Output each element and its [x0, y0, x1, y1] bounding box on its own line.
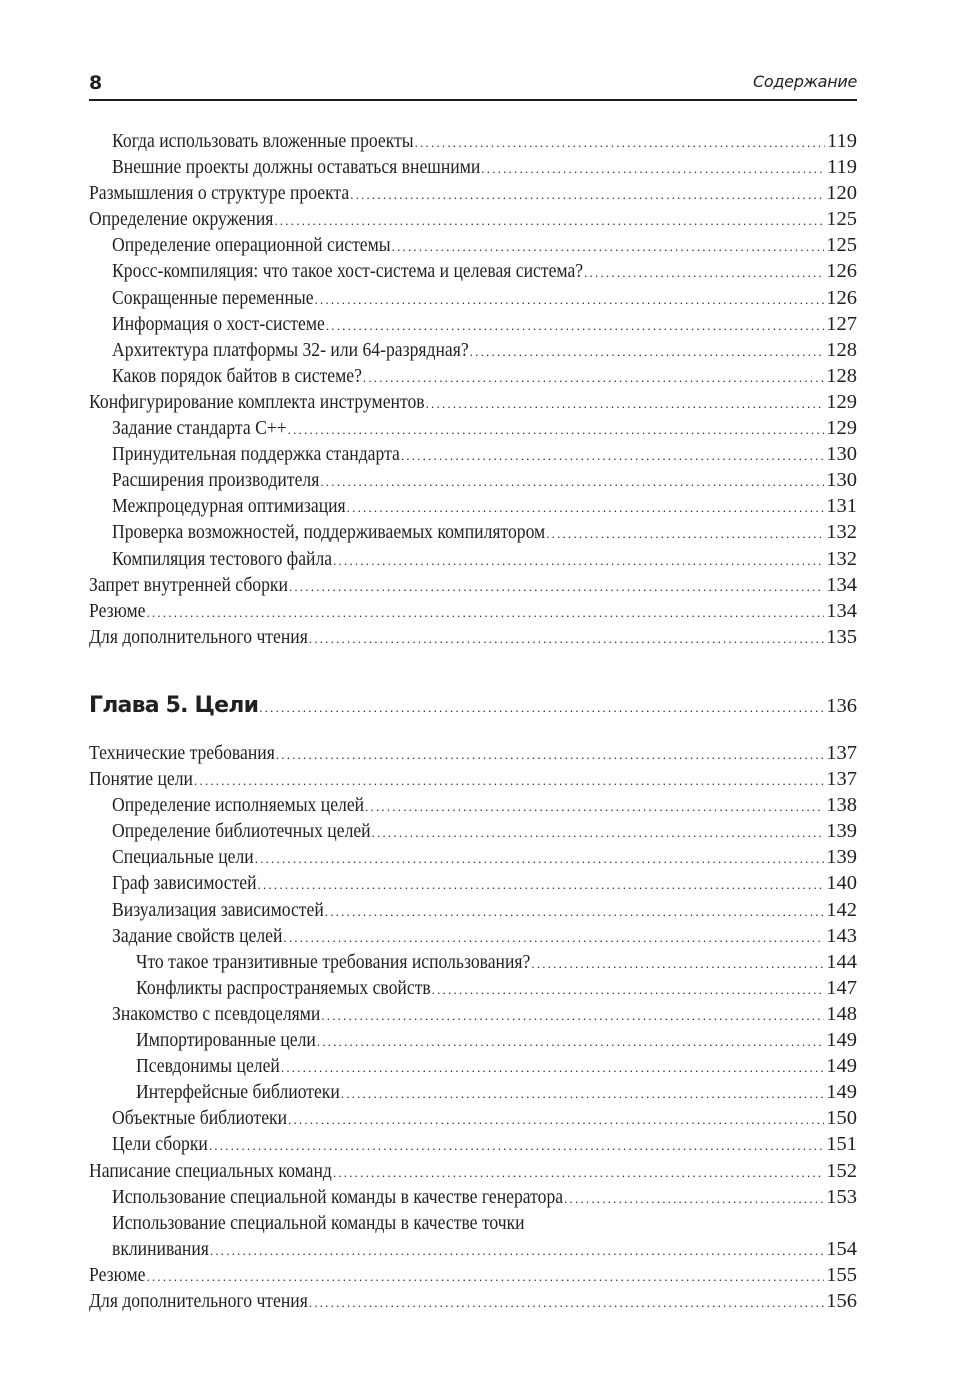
- page-ref: 128: [826, 364, 857, 387]
- entry-title: Информация о хост-системе: [112, 312, 325, 335]
- toc-entry[interactable]: [89, 337, 857, 363]
- toc-entry[interactable]: [89, 1158, 857, 1184]
- dot-leader: [564, 1186, 824, 1212]
- toc-entry[interactable]: [89, 1105, 857, 1131]
- entry-title: Резюме: [89, 599, 146, 622]
- page-ref: 125: [826, 234, 857, 257]
- entry-title: Для дополнительного чтения: [89, 625, 308, 648]
- dot-leader: [326, 313, 824, 339]
- entry-title: Цели сборки: [112, 1133, 208, 1156]
- entry-title: Сокращенные переменные: [112, 286, 314, 309]
- toc-entry[interactable]: [89, 363, 857, 389]
- entry-title: Проверка возможностей, поддерживаемых компилятором: [112, 521, 546, 544]
- chapter-title: Глава 5. Цели: [89, 693, 259, 718]
- dot-leader: [325, 899, 824, 925]
- page-ref: 126: [826, 260, 857, 283]
- page-ref: 135: [826, 625, 857, 648]
- page-ref: 151: [826, 1133, 857, 1156]
- entry-title: Определение библиотечных целей: [112, 820, 371, 843]
- toc-entry[interactable]: [89, 154, 857, 180]
- page-ref: 139: [826, 820, 857, 843]
- dot-leader: [317, 1029, 824, 1055]
- toc-entry[interactable]: [89, 766, 857, 792]
- toc-entry[interactable]: [89, 1131, 857, 1157]
- toc-entry[interactable]: [89, 870, 857, 896]
- toc-entry[interactable]: [89, 598, 857, 624]
- entry-title: Написание специальных команд: [89, 1159, 332, 1182]
- entry-title: Принудительная поддержка стандарта: [112, 443, 400, 466]
- page-ref: 147: [826, 976, 857, 999]
- entry-title: вклинивания: [112, 1237, 209, 1260]
- dot-leader: [470, 339, 825, 365]
- toc-entry[interactable]: [89, 128, 857, 154]
- page-ref: 155: [826, 1263, 857, 1286]
- entry-title: Интерфейсные библиотеки: [136, 1081, 340, 1104]
- page-ref: 129: [826, 417, 857, 440]
- page-ref: 136: [826, 695, 857, 717]
- entry-title: Резюме: [89, 1263, 146, 1286]
- toc-entry[interactable]: [89, 467, 857, 493]
- toc-entry[interactable]: [89, 818, 857, 844]
- entry-title: Расширения производителя: [112, 469, 320, 492]
- toc-entry[interactable]: [89, 949, 857, 975]
- dot-leader: [210, 1238, 824, 1264]
- dot-leader: [426, 391, 825, 417]
- dot-leader: [315, 287, 825, 313]
- dot-leader: [283, 925, 824, 951]
- toc-entry[interactable]: [89, 844, 857, 870]
- toc-entry[interactable]: [89, 897, 857, 923]
- dot-leader: [584, 260, 824, 286]
- dot-leader: [274, 208, 824, 234]
- toc-entry[interactable]: [89, 311, 857, 337]
- dot-leader: [341, 1081, 824, 1107]
- running-title: Содержание: [753, 72, 857, 91]
- page-ref: 125: [826, 208, 857, 231]
- toc-entry[interactable]: [89, 206, 857, 232]
- dot-leader: [350, 182, 824, 208]
- dot-leader: [372, 820, 825, 846]
- dot-leader: [255, 846, 825, 872]
- toc-entry[interactable]: [89, 389, 857, 415]
- dot-leader: [194, 768, 824, 794]
- page-ref: 120: [826, 182, 857, 205]
- toc-entry[interactable]: [89, 1027, 857, 1053]
- page-ref: 132: [826, 521, 857, 544]
- dot-leader: [365, 794, 824, 820]
- dot-leader: [333, 1160, 824, 1186]
- entry-title: Понятие цели: [89, 768, 193, 791]
- page-ref: 130: [826, 443, 857, 466]
- page-ref: 153: [826, 1185, 857, 1208]
- page-ref: 137: [826, 768, 857, 791]
- entry-title: Конфликты распространяемых свойств: [136, 976, 431, 999]
- page-ref: 143: [826, 924, 857, 947]
- toc-entry[interactable]: [89, 258, 857, 284]
- entry-title: Использование специальной команды в качестве точки: [112, 1211, 525, 1234]
- page-header: [89, 68, 857, 101]
- entry-title: Кросс-компиляция: что такое хост-система и целевая система?: [112, 260, 584, 283]
- page-ref: 142: [826, 898, 857, 921]
- page-ref: 132: [826, 547, 857, 570]
- entry-title: Размышления о структуре проекта: [89, 182, 350, 205]
- dot-leader: [288, 1107, 824, 1133]
- dot-leader: [546, 521, 824, 547]
- dot-leader: [531, 951, 824, 977]
- dot-leader: [289, 574, 824, 600]
- entry-title: Конфигурирование комплекта инструментов: [89, 390, 425, 413]
- dot-leader: [258, 872, 825, 898]
- toc-entry[interactable]: [89, 792, 857, 818]
- page-ref: 150: [826, 1107, 857, 1130]
- dot-leader: [347, 495, 825, 521]
- page-ref: 131: [826, 495, 857, 518]
- page-ref: 140: [826, 872, 857, 895]
- dot-leader: [432, 977, 825, 1003]
- page-ref: 137: [826, 742, 857, 764]
- toc-entry[interactable]: [89, 624, 857, 650]
- entry-title: Импортированные цели: [136, 1029, 316, 1052]
- dot-leader: [276, 742, 824, 768]
- toc-entry[interactable]: [89, 180, 857, 206]
- dot-leader: [209, 1133, 824, 1159]
- page-ref: 148: [826, 1002, 857, 1025]
- page-ref: 119: [827, 130, 857, 152]
- page-ref: 130: [826, 469, 857, 492]
- toc-entry[interactable]: [89, 740, 857, 766]
- entry-title: Архитектура платформы 32- или 64-разрядная?: [112, 338, 469, 361]
- entry-title: Межпроцедурная оптимизация: [112, 495, 346, 518]
- toc-entry[interactable]: [89, 1288, 857, 1314]
- entry-title: Что такое транзитивные требования использования?: [136, 950, 531, 973]
- entry-title: Для дополнительного чтения: [89, 1289, 308, 1312]
- entry-title: Визуализация зависимостей: [112, 898, 324, 921]
- toc-entry[interactable]: [89, 415, 857, 441]
- page-ref: 149: [826, 1081, 857, 1104]
- toc-entry[interactable]: [89, 975, 857, 1001]
- page-ref: 119: [827, 156, 857, 179]
- page-ref: 144: [826, 950, 857, 973]
- toc-entry[interactable]: [89, 923, 857, 949]
- dot-leader: [147, 600, 825, 626]
- toc-entry[interactable]: [89, 493, 857, 519]
- toc-entry[interactable]: [89, 519, 857, 545]
- dot-leader: [309, 626, 824, 652]
- page-ref: 156: [826, 1289, 857, 1312]
- page-ref: 127: [826, 312, 857, 335]
- entry-title: Запрет внутренней сборки: [89, 573, 288, 596]
- page-ref: 149: [826, 1055, 857, 1078]
- page-ref: 149: [826, 1029, 857, 1052]
- entry-title: Определение операционной системы: [112, 234, 391, 257]
- page-ref: 154: [826, 1237, 857, 1260]
- page-ref: 126: [826, 286, 857, 309]
- dot-leader: [363, 365, 824, 391]
- page-ref: 134: [826, 599, 857, 622]
- entry-title: Псевдонимы целей: [136, 1055, 280, 1078]
- dot-leader: [392, 234, 825, 260]
- page-ref: 152: [826, 1159, 857, 1182]
- entry-title: Использование специальной команды в качестве генератора: [112, 1185, 564, 1208]
- toc-entry-wrapped-line2[interactable]: [89, 1236, 857, 1262]
- toc-entry-wrapped-line1[interactable]: [89, 1210, 857, 1236]
- page-ref: 139: [826, 846, 857, 869]
- dot-leader: [321, 1003, 824, 1029]
- toc-entry[interactable]: [89, 1053, 857, 1079]
- entry-title: Определение окружения: [89, 208, 274, 231]
- dot-leader: [259, 692, 824, 724]
- dot-leader: [333, 548, 824, 574]
- entry-title: Технические требования: [89, 742, 275, 764]
- toc-section-chapter5: [89, 690, 857, 1314]
- dot-leader: [401, 443, 824, 469]
- page-ref: 138: [826, 794, 857, 817]
- toc-section-chapter4: [89, 128, 857, 650]
- dot-leader: [281, 1055, 824, 1081]
- toc-entry[interactable]: [89, 1262, 857, 1288]
- entry-title: Каков порядок байтов в системе?: [112, 364, 362, 387]
- page-ref: 129: [826, 390, 857, 413]
- toc-entry[interactable]: [89, 441, 857, 467]
- page-ref: 134: [826, 573, 857, 596]
- page-ref: 128: [826, 338, 857, 361]
- entry-title: Внешние проекты должны оставаться внешними: [112, 156, 481, 179]
- dot-leader: [415, 130, 825, 156]
- dot-leader: [147, 1264, 825, 1290]
- entry-title: Граф зависимостей: [112, 872, 257, 895]
- entry-title: Задание свойств целей: [112, 924, 283, 947]
- toc-chapter-heading[interactable]: [89, 690, 857, 728]
- toc-entry[interactable]: [89, 572, 857, 598]
- toc-entry[interactable]: [89, 232, 857, 258]
- entry-title: Задание стандарта C++: [112, 417, 287, 440]
- toc-entry[interactable]: [89, 285, 857, 311]
- entry-title: Когда использовать вложенные проекты: [112, 130, 414, 152]
- toc-entry[interactable]: [89, 1079, 857, 1105]
- toc-entry[interactable]: [89, 1001, 857, 1027]
- dot-leader: [481, 156, 825, 182]
- entry-title: Знакомство с псевдоцелями: [112, 1002, 321, 1025]
- dot-leader: [288, 417, 825, 443]
- dot-leader: [309, 1290, 824, 1316]
- entry-title: Определение исполняемых целей: [112, 794, 365, 817]
- entry-title: Объектные библиотеки: [112, 1107, 288, 1130]
- entry-title: Компиляция тестового файла: [112, 547, 333, 570]
- page-number: 8: [89, 72, 103, 94]
- toc-entry[interactable]: [89, 1184, 857, 1210]
- toc-entry[interactable]: [89, 546, 857, 572]
- entry-title: Специальные цели: [112, 846, 254, 869]
- dot-leader: [320, 469, 824, 495]
